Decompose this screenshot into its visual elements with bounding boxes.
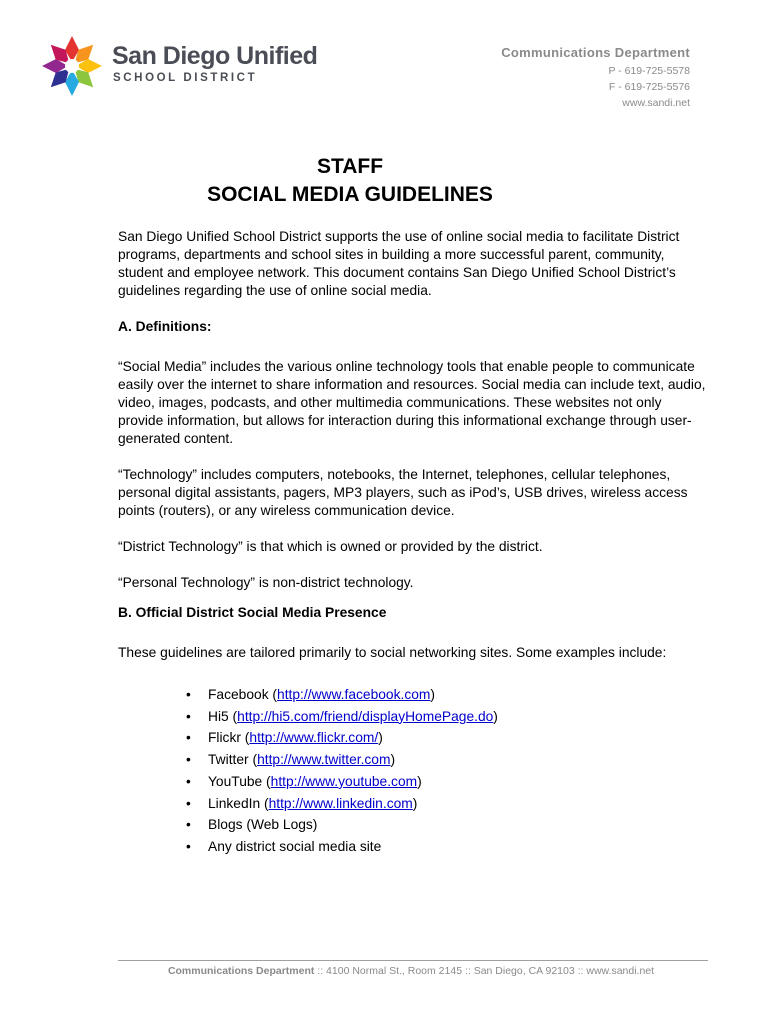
linkedin-link[interactable]: http://www.linkedin.com (268, 795, 413, 811)
list-item: • Any district social media site (208, 836, 708, 858)
section-a-heading: A. Definitions: (118, 319, 212, 334)
list-item: • LinkedIn (http://www.linkedin.com) (208, 793, 708, 815)
logo-name: San Diego Unified (112, 42, 318, 70)
list-item: • Hi5 (http://hi5.com/friend/displayHomePage.do) (208, 706, 708, 728)
contact-fax: F - 619-725-5576 (608, 81, 690, 93)
section-b-intro: These guidelines are tailored primarily to social networking sites. Some examples include: (118, 645, 667, 660)
document-body (118, 228, 708, 858)
youtube-link[interactable]: http://www.youtube.com (270, 773, 418, 789)
definition-social-media: “Social Media” includes the various online technology tools that enable people to communicate easily over the internet to share information and resources. Social media can include text, audio, video, images, podcasts, and other multimedia communications. These websites not only provide information, but allows for interaction during this informational exchange through user-generated content. (118, 359, 706, 446)
title-line-1: STAFF (316, 155, 384, 178)
definition-technology: “Technology” includes computers, notebooks, the Internet, telephones, cellular telephones, personal digital assistants, pagers, MP3 players, such as iPod’s, USB drives, wireless access points (routers), or any wireless communication device. (118, 467, 688, 518)
list-item: • YouTube (http://www.youtube.com) (208, 771, 708, 793)
definition-personal-technology: “Personal Technology” is non-district technology. (118, 575, 414, 590)
logo-subtitle: SCHOOL DISTRICT (113, 72, 258, 84)
contact-phone: P - 619-725-5578 (608, 65, 690, 77)
definition-district-technology: “District Technology” is that which is owned or provided by the district. (118, 539, 543, 554)
twitter-link[interactable]: http://www.twitter.com (257, 752, 391, 768)
footer-department: Communications Department (167, 965, 315, 977)
section-b-heading: B. Official District Social Media Presence (118, 605, 387, 620)
footer-divider (118, 960, 708, 961)
page-footer (0, 965, 770, 977)
list-item: • Blogs (Web Logs) (208, 814, 708, 836)
flickr-link[interactable]: http://www.flickr.com/ (249, 730, 379, 746)
intro-paragraph: San Diego Unified School District supports the use of online social media to facilitate District programs, departments and school sites in building a more successful parent, community, student and employee network. This document contains San Diego Unified School District’s guidelines regarding the use of online social media. (118, 229, 680, 298)
contact-website[interactable]: www.sandi.net (622, 97, 690, 109)
contact-department: Communications Department (501, 45, 690, 60)
list-item: • Twitter (http://www.twitter.com) (208, 749, 708, 771)
facebook-link[interactable]: http://www.facebook.com (277, 687, 431, 702)
footer-address: :: 4100 Normal St., Room 2145 :: San Diego, CA 92103 :: www.sandi.net (314, 965, 655, 977)
contact-block (501, 45, 690, 111)
district-logo (40, 34, 318, 100)
title-line-2: SOCIAL MEDIA GUIDELINES (207, 183, 493, 206)
star-logo-icon (40, 34, 104, 98)
list-item: • Facebook (http://www.facebook.com) (208, 684, 708, 706)
document-title (0, 153, 700, 209)
social-sites-list (118, 684, 708, 858)
list-item: • Flickr (http://www.flickr.com/) (208, 727, 708, 749)
hi5-link[interactable]: http://hi5.com/friend/displayHomePage.do (237, 708, 494, 724)
logo-center (65, 59, 79, 73)
